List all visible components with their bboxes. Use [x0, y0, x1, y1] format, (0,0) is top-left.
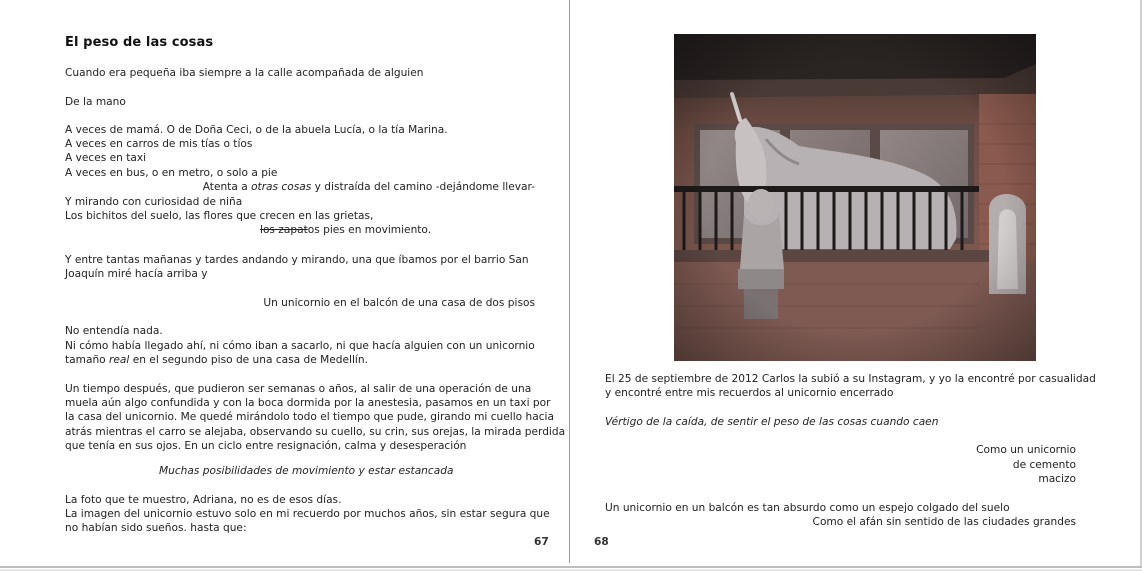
- text-line: Y entre tantas mañanas y tardes andando y mirando, una que íbamos por el barrio San: [65, 254, 529, 266]
- text-line: De la mano: [65, 96, 126, 108]
- struck-text: los zapat: [260, 224, 308, 236]
- text-line: que tenía en sus ojos. En un ciclo entre resignación, calma y desesperación: [65, 440, 467, 452]
- text-line: A veces en bus, o en metro, o solo a pie: [65, 167, 278, 179]
- text-line: [65, 353, 368, 367]
- text-segment-italic: otras cosas: [251, 181, 312, 193]
- text-line: la casa del unicornio. Me quedé mirándolo todo el tiempo que pude, girando mi cuello hacia: [65, 411, 554, 423]
- text-line: muela aún algo confundida y con la boca dormida por la anestesia, pasamos en un taxi por: [65, 397, 551, 409]
- page-gutter: [569, 0, 570, 563]
- chapter-title: El peso de las cosas: [65, 35, 214, 50]
- text-line: no habían sido sueños. hasta que:: [65, 522, 247, 534]
- text-line: La foto que te muestro, Adriana, no es de esos días.: [65, 494, 342, 506]
- text-line-italic: Muchas posibilidades de movimiento y estar estancada: [159, 465, 454, 477]
- text-line-right: Como el afán sin sentido de las ciudades grandes: [812, 516, 1076, 528]
- text-segment: tamaño: [65, 354, 110, 366]
- unicorn-balcony-photo: [674, 34, 1036, 361]
- text-line: Los bichitos del suelo, las flores que crecen en las grietas,: [65, 210, 374, 222]
- page-number: 68: [594, 536, 609, 548]
- text-line-right: Un unicornio en el balcón de una casa de dos pisos: [263, 297, 535, 309]
- text-line: Un unicornio en un balcón es tan absurdo como un espejo colgado del suelo: [605, 502, 1010, 514]
- text-line: Ni cómo había llegado ahí, ni cómo iban a sacarlo, ni que hacía alguien con un unicornio: [65, 340, 535, 352]
- page-number: 67: [534, 536, 549, 548]
- text-line-right: [203, 180, 535, 194]
- text-segment: Atenta a: [202, 181, 252, 193]
- bottom-edge: [0, 566, 1142, 568]
- left-page: [0, 0, 569, 563]
- text-line: A veces de mamá. O de Doña Ceci, o de la abuela Lucía, o la tía Marina.: [65, 124, 448, 136]
- photo-illustration: [674, 34, 1036, 361]
- text-line: A veces en taxi: [65, 152, 147, 164]
- text-line: [260, 223, 431, 237]
- text-segment: os pies en movimiento.: [307, 224, 432, 236]
- text-line-right: Como un unicornio: [976, 444, 1076, 456]
- text-line-right: macizo: [1038, 473, 1076, 485]
- text-line: Cuando era pequeña iba siempre a la calle acompañada de alguien: [65, 67, 424, 79]
- text-line: La imagen del unicornio estuvo solo en mi recuerdo por muchos años, sin estar segura que: [65, 508, 550, 520]
- text-line: A veces en carros de mis tías o tíos: [65, 138, 253, 150]
- text-line: Un tiempo después, que pudieron ser semanas o años, al salir de una operación de una: [65, 383, 532, 395]
- text-line: Joaquín miré hacía arriba y: [65, 268, 208, 280]
- text-line: El 25 de septiembre de 2012 Carlos la subió a su Instagram, y yo la encontré por casualidad: [605, 373, 1096, 385]
- text-line-italic: Vértigo de la caída, de sentir el peso de las cosas cuando caen: [605, 416, 939, 428]
- text-segment: y distraída del camino -dejándome llevar-: [311, 181, 535, 193]
- text-line: y encontré entre mis recuerdos al unicornio encerrado: [605, 387, 894, 399]
- text-line: Y mirando con curiosidad de niña: [65, 196, 243, 208]
- text-line: No entendía nada.: [65, 325, 163, 337]
- text-segment: en el segundo piso de una casa de Medellín.: [129, 354, 368, 366]
- text-line: atrás mientras el carro se alejaba, observando su cuello, su crin, sus orejas, la mirada perdida: [65, 426, 566, 438]
- right-page: [570, 0, 1140, 563]
- text-line-right: de cemento: [1012, 459, 1076, 471]
- text-segment-italic: real: [109, 354, 130, 366]
